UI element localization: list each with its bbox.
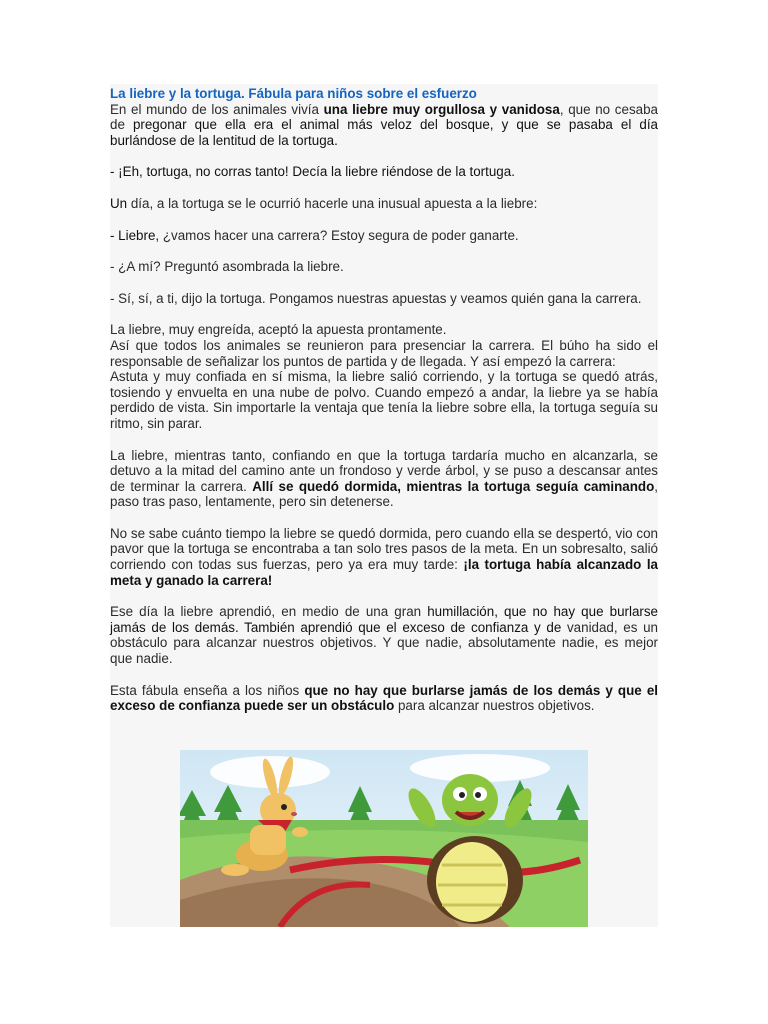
text-span: , que no cesaba de: [110, 101, 658, 133]
text-span: vanidad, es un obstáculo para alcanzar nuestros objetivos. Y que nadie, absolutamente nadie, es mejor que nadie.: [110, 619, 658, 667]
text-span: - Liebre,: [110, 227, 160, 243]
text-span: En el mundo de los animales vivía: [110, 101, 324, 117]
text-span: La liebre, mientras tanto, confiando en que la tortuga tardaría mucho en alcanzarla, se detuvo a la mitad del camino ante un frondoso y verde árbol, y se puso a descansar antes de terminar la carrera.: [110, 447, 658, 494]
text-span: ¿vamos hacer una carrera? Estoy segura de poder ganarte.: [159, 227, 519, 243]
bold-span: Allí se quedó dormida, mientras la tortuga seguía caminando: [252, 478, 655, 494]
paragraph-10: [110, 604, 658, 666]
paragraph-5: - ¿A mí? Preguntó asombrada la liebre.: [110, 259, 344, 275]
document-page: [110, 84, 658, 927]
paragraph-2: - ¡Eh, tortuga, no corras tanto! Decía la liebre riéndose de la tortuga.: [110, 164, 515, 180]
paragraph-7b: Así que todos los animales se reunieron para presenciar la carrera. El búho ha sido el responsable de señalizar los puntos de partida y de llegada. Y así empezó la carrera:: [110, 337, 658, 369]
paragraph-1: [110, 102, 658, 149]
paragraph-4: [110, 228, 658, 244]
paragraph-9: [110, 526, 658, 588]
text-span: , paso tras paso, lentamente, pero sin detenerse.: [110, 478, 658, 510]
text-span: día, a la tortuga se le ocurrió hacerle una inusual apuesta a la liebre:: [127, 195, 538, 211]
paragraph-8: [110, 448, 658, 510]
text-span: para alcanzar nuestros objetivos.: [394, 698, 595, 714]
bold-span: que no hay que burlarse jamás de los demás y que el exceso de confianza puede ser un obstáculo: [110, 682, 658, 714]
document-body: [110, 84, 658, 714]
text-span: Ese día la liebre aprendió, en medio de una gran: [110, 604, 428, 620]
text-span: humillación, que no hay que burlarse jamás de los demás. También aprendió que el exceso de confianza y de: [110, 604, 658, 635]
text-span: pregonar que ella era el animal más veloz del bosque, y que se pasaba el día burlándose de la lentitud de la tortuga.: [110, 117, 658, 148]
paragraph-3: [110, 196, 658, 212]
bold-span: ¡la tortuga había alcanzado la meta y ganado la carrera!: [110, 557, 658, 588]
text-span: No se sabe cuánto tiempo la liebre se quedó dormida, pero cuando ella se despertó, vio con pavor que la tortuga se encontraba a tan solo tres pasos de la meta. En un sobresalto, salió corriendo con todas sus fuerzas, pero ya era muy tarde:: [110, 525, 658, 573]
bold-span: una liebre muy orgullosa y vanidosa: [323, 101, 560, 117]
hare-tortoise-illustration: [180, 750, 588, 927]
paragraph-7c: Astuta y muy confiada en sí misma, la liebre salió corriendo, y la tortuga se quedó atrás, tosiendo y envuelta en una nube de polvo. Cuando empezó a andar, la liebre ya se había perdido de vista. Sin importarle la ventaja que tenía la liebre sobre ella, la tortuga seguía su ritmo, sin parar.: [110, 369, 658, 431]
paragraph-6: - Sí, sí, a ti, dijo la tortuga. Pongamos nuestras apuestas y veamos quién gana la carrera.: [110, 290, 642, 306]
text-span: Esta fábula enseña a los niños: [110, 682, 305, 698]
paragraph-11: [110, 683, 658, 714]
text-span: Un: [110, 195, 128, 211]
story-title: La liebre y la tortuga. Fábula para niños sobre el esfuerzo: [110, 86, 477, 101]
paragraph-7a: La liebre, muy engreída, aceptó la apuesta prontamente.: [110, 322, 447, 338]
